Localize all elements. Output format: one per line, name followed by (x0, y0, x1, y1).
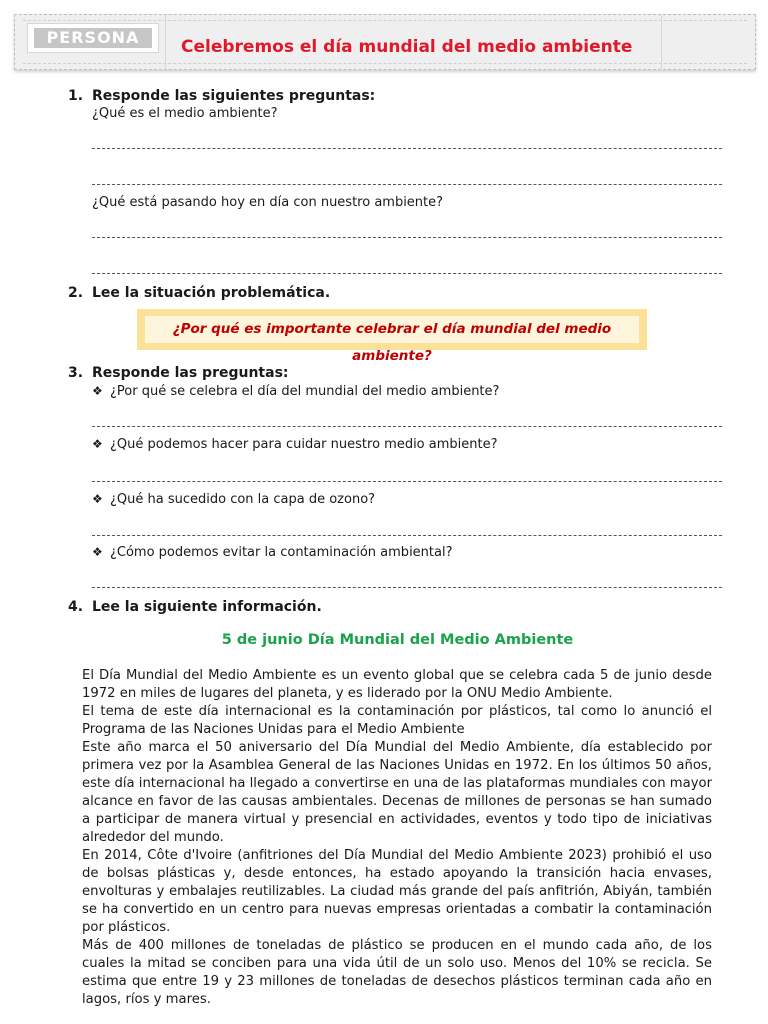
question-text: ¿Por qué se celebra el día del mundial del medio ambiente? (110, 384, 500, 399)
answer-line[interactable] (92, 481, 722, 482)
question-text: ¿Cómo podemos evitar la contaminación ambiental? (110, 545, 453, 560)
section-heading-text: Lee la siguiente información. (92, 599, 322, 615)
problem-question: ¿Por qué es importante celebrar el día mundial del medio ambiente? (145, 316, 639, 343)
header-banner (14, 14, 756, 70)
section-2-heading (68, 285, 330, 301)
answer-line[interactable] (92, 273, 722, 274)
bullet-question (92, 437, 498, 452)
section-1-heading (68, 88, 375, 104)
header-top-rule (23, 20, 747, 21)
info-paragraph: Este año marca el 50 aniversario del Día Mundial del Medio Ambiente, día establecido por primera vez por la Asamblea General de las Naciones Unidas en 1972. En los últimos 50 años, este día internacional ha llegado a convertirse en una de las plataformas mundiales con mayor alcance en favor de las causas ambientales. Decenas de millones de personas se han sumado a participar de manera virtual y presencial en actividades, eventos y todo tipo de iniciativas alrededor del mundo. (82, 740, 712, 845)
section-heading-text: Lee la situación problemática. (92, 285, 331, 301)
header-divider (661, 15, 662, 69)
info-paragraph: En 2014, Côte d'Ivoire (anfitriones del Día Mundial del Medio Ambiente 2023) prohibió el uso de bolsas plásticas y, desde entonces, ha estado apoyando la transición hacia envases, envolturas y embalajes reutilizables. La ciudad más grande del país anfitrión, Abiyán, también se ha convertido en un centro para nuevas empresas orientadas a combatir la contaminación por plásticos. (82, 848, 712, 935)
bullet-question (92, 384, 499, 399)
question-text: ¿Qué ha sucedido con la capa de ozono? (110, 492, 376, 507)
info-paragraph: Más de 400 millones de toneladas de plástico se producen en el mundo cada año, de los cuales la mitad se conciben para una vida útil de un solo uso. Menos del 10% se recicla. Se estima que entre 19 y 23 millones de toneladas de desechos plásticos terminan cada año en lagos, ríos y mares. (82, 938, 712, 1007)
subject-badge-label: PERSONA (34, 28, 152, 48)
header-bottom-rule (23, 63, 747, 64)
section-number: 2. (68, 285, 84, 301)
page-title: Celebremos el día mundial del medio ambiente (181, 37, 633, 57)
section-number: 4. (68, 599, 84, 615)
answer-line[interactable] (92, 426, 722, 427)
subject-badge (27, 23, 159, 53)
diamond-bullet-icon: ❖ (92, 545, 103, 559)
section-number: 1. (68, 88, 84, 104)
answer-line[interactable] (92, 184, 722, 185)
info-body (82, 667, 712, 1009)
bullet-question (92, 545, 453, 560)
section-4-heading (68, 599, 322, 615)
problem-box (137, 309, 647, 364)
header-divider (165, 15, 166, 69)
section-3-heading (68, 365, 289, 381)
bullet-question (92, 492, 375, 507)
question-text: ¿Qué está pasando hoy en día con nuestro ambiente? (92, 195, 444, 210)
diamond-bullet-icon: ❖ (92, 437, 103, 451)
question-text: ¿Qué podemos hacer para cuidar nuestro medio ambiente? (110, 437, 498, 452)
answer-line[interactable] (92, 535, 722, 536)
info-paragraph: El Día Mundial del Medio Ambiente es un evento global que se celebra cada 5 de junio desde 1972 en miles de lugares del planeta, y es liderado por la ONU Medio Ambiente. (82, 668, 712, 701)
answer-line[interactable] (92, 148, 722, 149)
diamond-bullet-icon: ❖ (92, 384, 103, 398)
section-heading-text: Responde las siguientes preguntas: (92, 88, 376, 104)
info-paragraph: El tema de este día internacional es la contaminación por plásticos, tal como lo anunció el Programa de las Naciones Unidas para el Medio Ambiente (82, 704, 712, 737)
info-title: 5 de junio Día Mundial del Medio Ambiente (221, 632, 574, 648)
section-number: 3. (68, 365, 84, 381)
section-heading-text: Responde las preguntas: (92, 365, 289, 381)
question-text: ¿Qué es el medio ambiente? (92, 106, 278, 121)
answer-line[interactable] (92, 237, 722, 238)
diamond-bullet-icon: ❖ (92, 492, 103, 506)
answer-line[interactable] (92, 587, 722, 588)
